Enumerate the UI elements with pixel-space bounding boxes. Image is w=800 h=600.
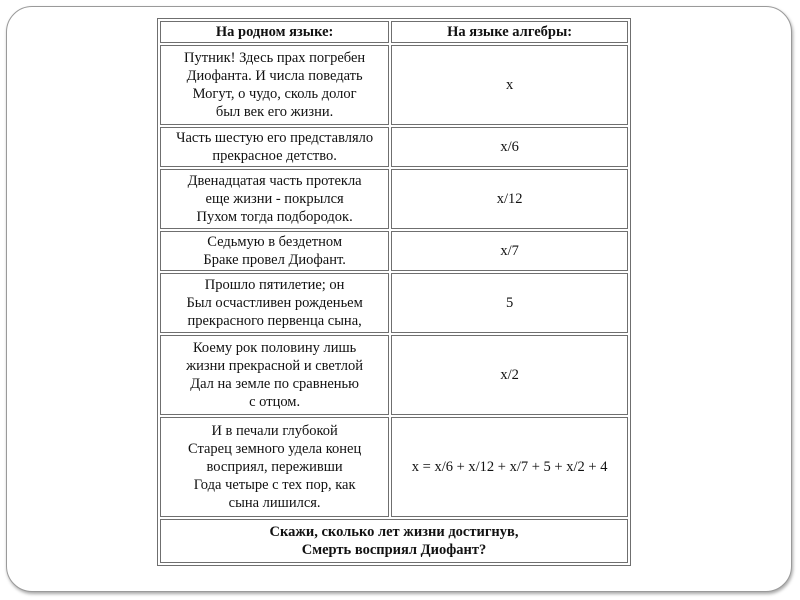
native-cell: Коему рок половину лишь жизни прекрасной и светлой Дал на земле по сравненью с отцом. [160, 335, 389, 415]
table-row [160, 335, 628, 415]
algebra-cell: 5 [391, 273, 628, 333]
algebra-cell: x/7 [391, 231, 628, 271]
algebra-cell: x [391, 45, 628, 125]
native-cell: И в печали глубокой Старец земного удела конец восприял, переживши Года четыре с тех пор, как сына лишился. [160, 417, 389, 517]
algebra-cell: x/6 [391, 127, 628, 167]
final-question-row [160, 519, 628, 563]
native-cell: Седьмую в бездетном Браке провел Диофант. [160, 231, 389, 271]
algebra-cell: x/2 [391, 335, 628, 415]
header-row [160, 21, 628, 43]
table-row [160, 231, 628, 271]
algebra-cell: x/12 [391, 169, 628, 229]
native-cell: Путник! Здесь прах погребен Диофанта. И числа поведать Могут, о чудо, сколь долог был век его жизни. [160, 45, 389, 125]
native-cell: Часть шестую его представляло прекрасное детство. [160, 127, 389, 167]
equation-cell: x = x/6 + x/12 + x/7 + 5 + x/2 + 4 [391, 417, 628, 517]
table-row [160, 417, 628, 517]
header-native-language: На родном языке: [160, 21, 389, 43]
table-row [160, 127, 628, 167]
table-row [160, 45, 628, 125]
native-cell: Прошло пятилетие; он Был осчастливен рожденьем прекрасного первенца сына, [160, 273, 389, 333]
table-row [160, 273, 628, 333]
table-row [160, 169, 628, 229]
header-algebra-language: На языке алгебры: [391, 21, 628, 43]
native-cell: Двенадцатая часть протекла еще жизни - покрылся Пухом тогда подбородок. [160, 169, 389, 229]
final-question: Скажи, сколько лет жизни достигнув, Смерть восприял Диофант? [160, 519, 628, 563]
diophantus-table [157, 18, 631, 566]
